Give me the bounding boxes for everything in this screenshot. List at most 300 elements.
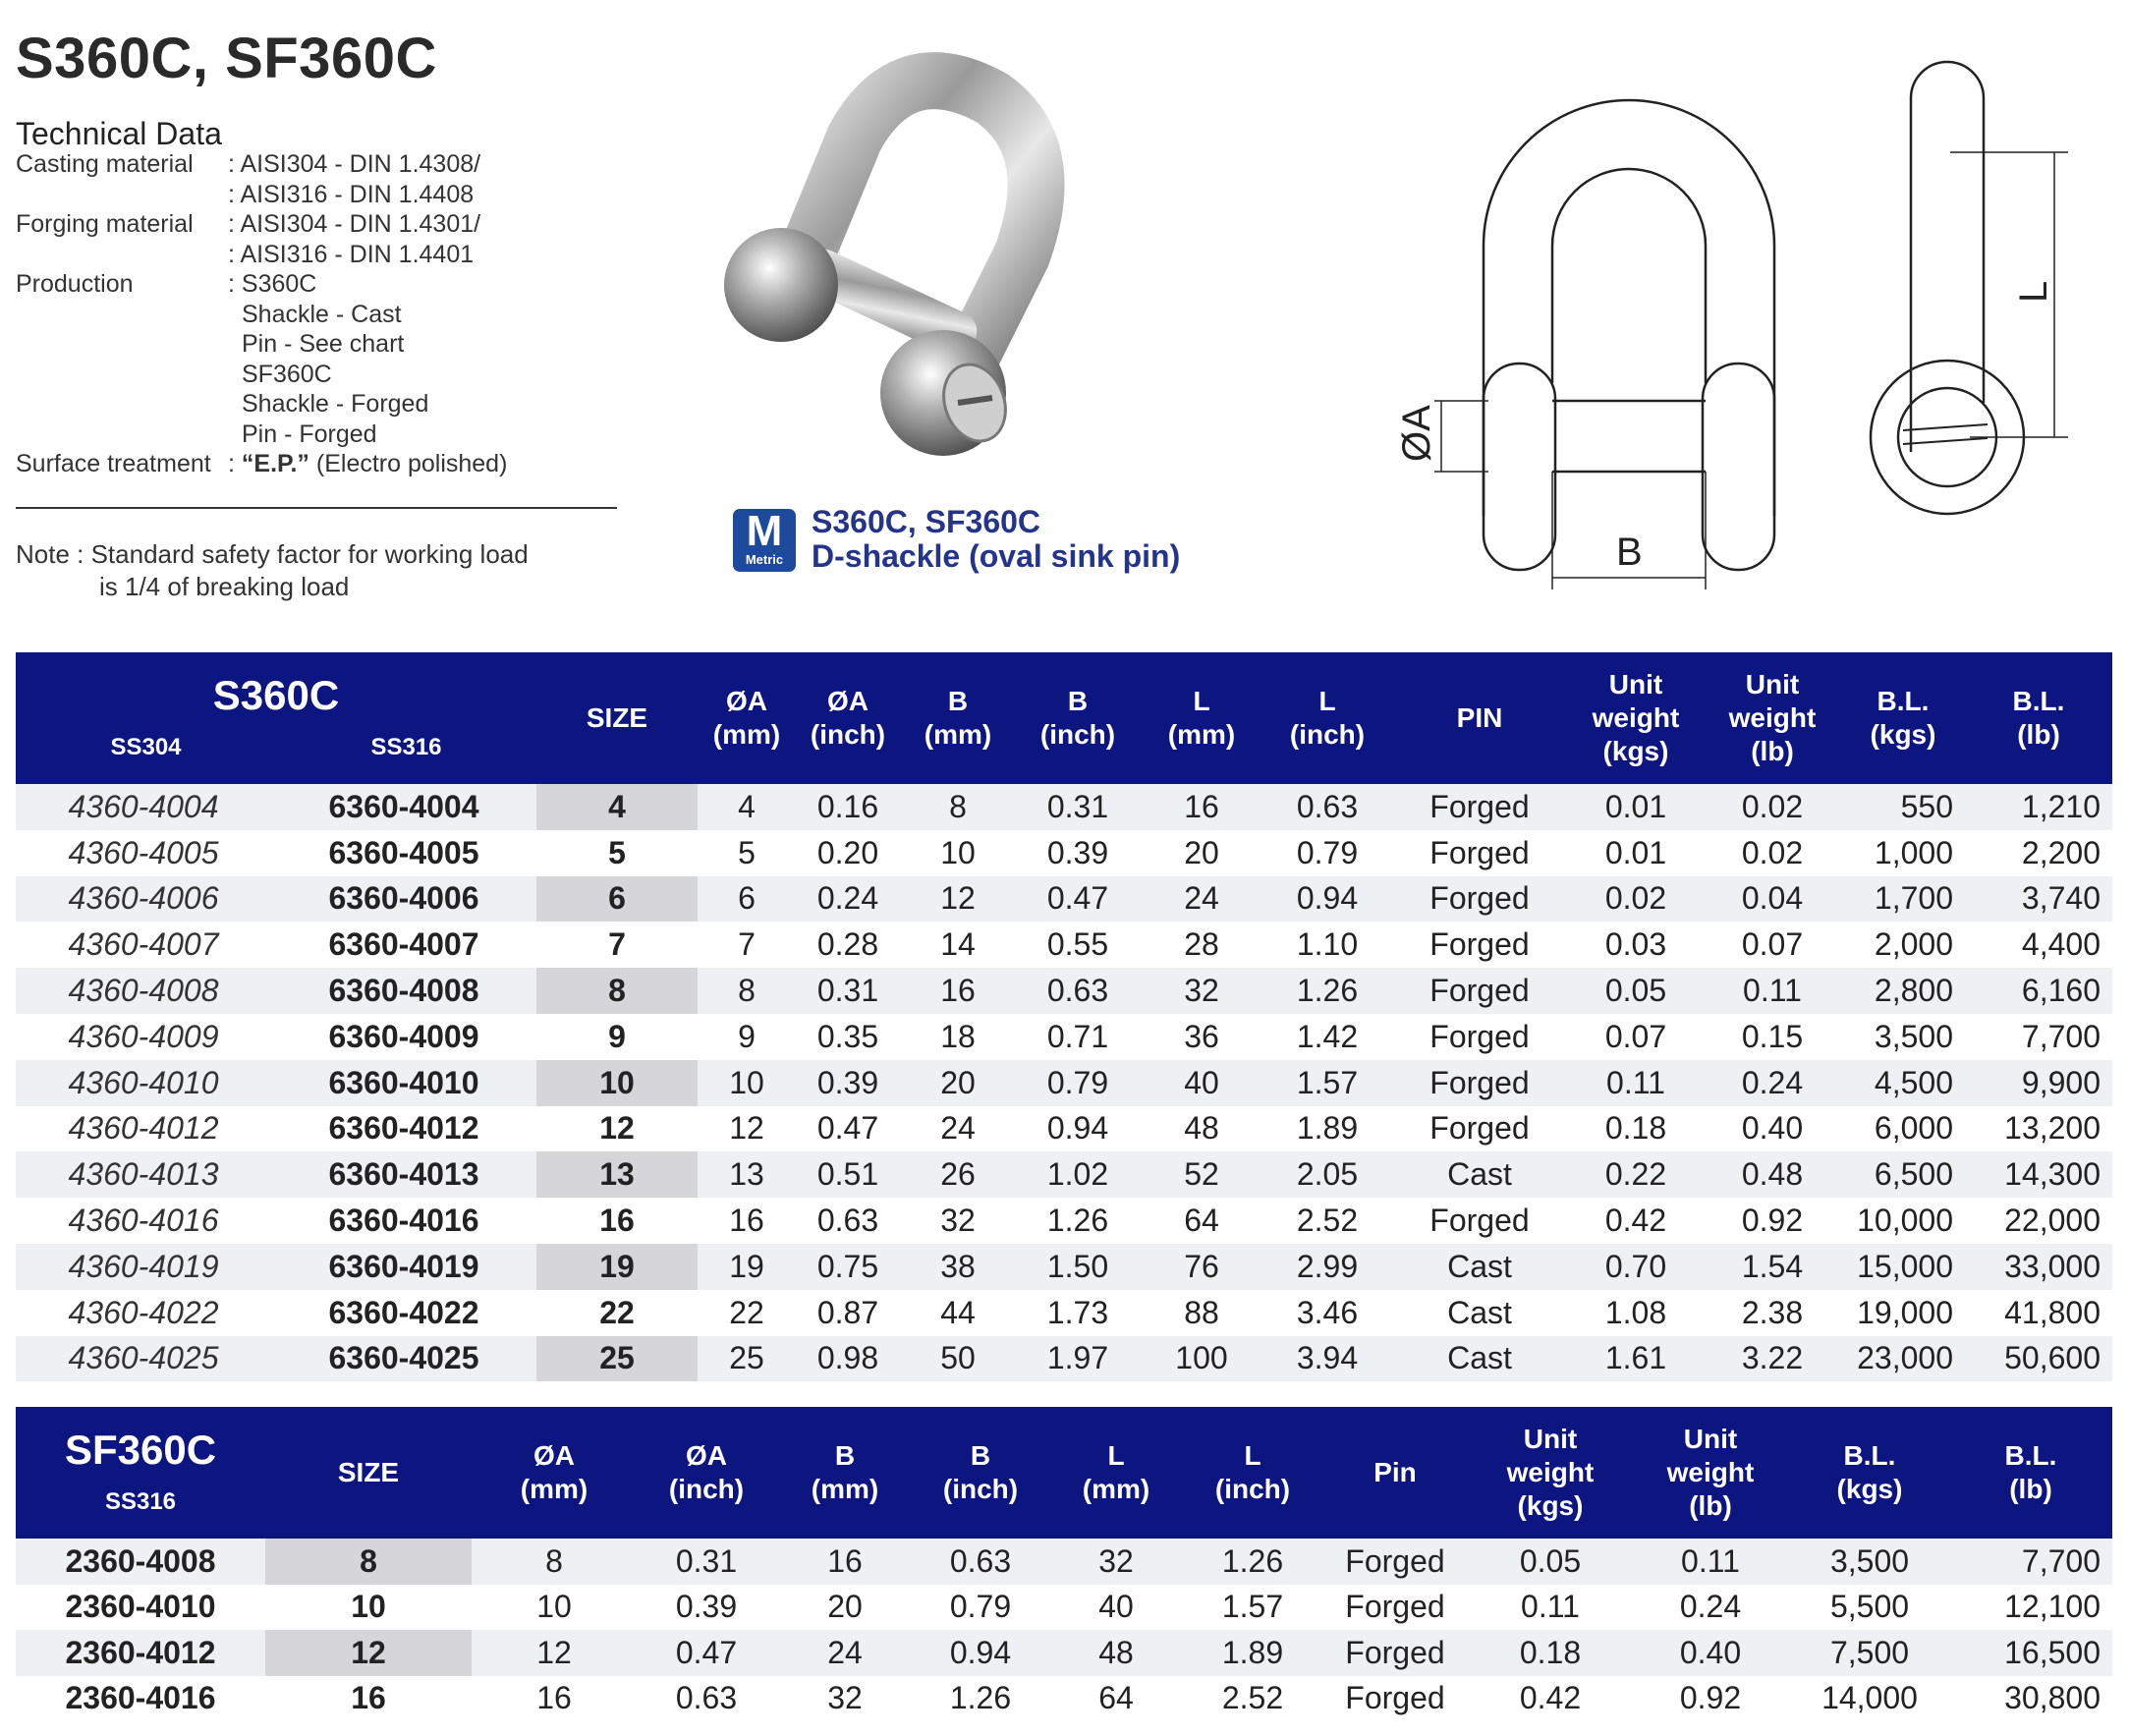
tech-value: : AISI304 - DIN 1.4308/ (228, 150, 481, 178)
table-cell: 2360-4016 (65, 1680, 216, 1716)
note-line-2: is 1/4 of breaking load (99, 572, 350, 601)
table-cell: 19,000 (1857, 1294, 1953, 1330)
tech-row (16, 149, 507, 180)
table-row (16, 1198, 2112, 1244)
tech-value: Pin - See chart (242, 330, 405, 358)
surface-rest: (Electro polished) (308, 450, 508, 477)
table-cell: 10 (940, 834, 976, 870)
table-cell: Forged (1429, 1110, 1530, 1147)
table-cell: 1.26 (1263, 968, 1391, 1014)
table-cell: 0.11 (1631, 1539, 1790, 1585)
group-sub-ss316: SS316 (370, 734, 442, 760)
tech-label: Forging material (16, 210, 194, 238)
table-cell: 6360-4007 (328, 926, 479, 963)
table-cell: 0.63 (1263, 784, 1391, 830)
table-cell: 52 (1140, 1151, 1263, 1198)
table-cell: 6360-4022 (328, 1294, 479, 1330)
table-cell: 0.63 (914, 1539, 1047, 1585)
table-cell: 0.02 (1568, 876, 1704, 923)
table-cell: Forged (1391, 968, 1568, 1014)
table-cell: 8 (900, 784, 1016, 830)
table-row (16, 1244, 2112, 1290)
table-cell: 0.40 (1631, 1630, 1790, 1676)
drawing-label-b: B (1616, 531, 1643, 574)
table-row (16, 876, 2112, 923)
table-cell: 6360-4019 (271, 1244, 536, 1290)
table-row (16, 830, 2112, 876)
table-cell: 0.05 (1568, 968, 1704, 1014)
table-cell: Forged (1429, 834, 1530, 870)
table-cell: 4360-4016 (68, 1203, 219, 1239)
table-cell: 3.46 (1296, 1294, 1359, 1330)
table-cell: 6360-4010 (271, 1060, 536, 1106)
table-cell: 1.57 (1221, 1589, 1284, 1625)
table-cell: 0.01 (1604, 834, 1667, 870)
caption-line-1: S360C, SF360C (812, 504, 1041, 539)
table-cell: 22,000 (2004, 1203, 2101, 1239)
table-cell: 9 (536, 1014, 698, 1060)
tech-row (16, 420, 507, 450)
tech-value: : AISI316 - DIN 1.4401 (228, 240, 475, 268)
product-caption (812, 505, 1180, 574)
technical-drawing (1380, 59, 2055, 609)
header-cell: Unit weight (kgs) (1568, 652, 1704, 784)
table-cell: 2.52 (1296, 1203, 1359, 1239)
table-cell: 0.42 (1519, 1680, 1582, 1716)
header-cell: B.L. (kgs) (1790, 1407, 1949, 1539)
table-cell: 0.18 (1470, 1630, 1631, 1676)
table-cell: 0.55 (1046, 926, 1109, 963)
table-cell: 4 (536, 784, 698, 830)
table-cell: 6,500 (1841, 1151, 1965, 1198)
table-cell: 1.97 (1016, 1336, 1140, 1382)
table-cell: 40 (1140, 1060, 1263, 1106)
table-cell: 0.03 (1604, 926, 1667, 963)
table-cell: 0.20 (816, 834, 879, 870)
table-cell: 16 (536, 1198, 698, 1244)
table-cell: 1.89 (1296, 1110, 1359, 1147)
table-cell: 50,600 (1965, 1336, 2112, 1382)
table-cell: 13,200 (2004, 1110, 2101, 1147)
tech-label (16, 240, 228, 270)
table-cell: 16 (729, 1203, 764, 1239)
table-cell: 16 (900, 968, 1016, 1014)
table-cell: 14 (940, 926, 976, 963)
table-cell: 12 (729, 1110, 764, 1147)
table-cell: 0.02 (1741, 834, 1804, 870)
tech-row (16, 180, 507, 210)
table-cell: 0.94 (914, 1630, 1047, 1676)
table-cell: 6 (698, 876, 796, 923)
header-cell: L (inch) (1263, 652, 1391, 784)
table-cell: 3.22 (1704, 1336, 1841, 1382)
table-cell: 22 (536, 1290, 698, 1336)
table-cell: Forged (1391, 1060, 1568, 1106)
table-row (16, 1290, 2112, 1336)
tech-value: : AISI304 - DIN 1.4301/ (228, 210, 481, 238)
tech-label (16, 360, 228, 390)
table-cell: 1.02 (1016, 1151, 1140, 1198)
table-cell: 2.99 (1263, 1244, 1391, 1290)
table-cell: 1.73 (1046, 1294, 1109, 1330)
table-cell: 0.04 (1704, 876, 1841, 923)
table-cell: 6360-4004 (271, 784, 536, 830)
group-header (16, 652, 536, 784)
tech-value: Shackle - Cast (242, 300, 402, 328)
header-cell: Unit weight (lb) (1704, 652, 1841, 784)
sf360c-table (16, 1407, 2112, 1721)
tech-row (16, 360, 507, 390)
table-cell: 16 (1140, 784, 1263, 830)
table-cell: 4360-4022 (68, 1294, 219, 1330)
table-cell: 0.63 (1016, 968, 1140, 1014)
header-cell: Unit weight (lb) (1631, 1407, 1790, 1539)
metric-badge (733, 509, 796, 572)
table-cell: 1.57 (1263, 1060, 1391, 1106)
header-cell: ØA (inch) (796, 652, 900, 784)
table-cell: 4360-4007 (68, 926, 219, 963)
table-cell: Forged (1320, 1539, 1470, 1585)
surface-label: Surface treatment (16, 450, 211, 477)
table-cell: 8 (265, 1539, 472, 1585)
table-cell: 4360-4012 (68, 1110, 219, 1147)
group-header (16, 1407, 265, 1539)
tech-row (16, 269, 507, 300)
product-photo (707, 59, 1238, 501)
table-cell: 18 (940, 1018, 976, 1054)
table-row (16, 1630, 2112, 1676)
table-cell: 1.26 (949, 1680, 1012, 1716)
header-cell: ØA (mm) (698, 652, 796, 784)
page-title: S360C, SF360C (16, 27, 437, 90)
table-cell: 12 (536, 1106, 698, 1152)
table-cell: 16,500 (1949, 1630, 2112, 1676)
table-cell: 6360-4013 (271, 1151, 536, 1198)
table-cell: 20 (1184, 834, 1219, 870)
table-cell: 33,000 (1965, 1244, 2112, 1290)
header-cell: L (inch) (1185, 1407, 1320, 1539)
tech-label: Production (16, 270, 134, 298)
table-cell: 0.98 (796, 1336, 900, 1382)
table-cell: 0.24 (796, 876, 900, 923)
table-cell: Cast (1391, 1151, 1568, 1198)
table-cell: 88 (1184, 1294, 1219, 1330)
table-cell: 0.71 (1046, 1018, 1109, 1054)
table-cell: 10 (536, 1589, 572, 1625)
table-cell: 0.79 (1016, 1060, 1140, 1106)
table-cell: 10 (265, 1585, 472, 1631)
table-cell: 7,700 (1949, 1539, 2112, 1585)
tech-label (16, 300, 228, 330)
table-cell: 0.31 (637, 1539, 776, 1585)
table-cell: 32 (940, 1203, 976, 1239)
table-cell: 3,500 (1790, 1539, 1949, 1585)
table-cell: 64 (1098, 1680, 1134, 1716)
table-cell: 41,800 (2004, 1294, 2101, 1330)
table-cell: 64 (1184, 1203, 1219, 1239)
table-row (16, 922, 2112, 968)
table-cell: 25 (536, 1336, 698, 1382)
table-cell: 2.38 (1741, 1294, 1804, 1330)
table-cell: 0.11 (1521, 1589, 1580, 1625)
header-cell: PIN (1391, 652, 1568, 784)
table-cell: 0.11 (1704, 968, 1841, 1014)
table-cell: 2,200 (2021, 834, 2101, 870)
table-cell: 0.94 (1263, 876, 1391, 923)
table-cell: 1,000 (1874, 834, 1953, 870)
table-cell: 44 (940, 1294, 976, 1330)
table-cell: 1.26 (1046, 1203, 1109, 1239)
table-cell: 0.01 (1568, 784, 1704, 830)
table-cell: 0.24 (1704, 1060, 1841, 1106)
table-cell: 13 (536, 1151, 698, 1198)
table-cell: 7,700 (2021, 1018, 2101, 1054)
table-cell: 48 (1184, 1110, 1219, 1147)
table-row (16, 1676, 2112, 1722)
technical-heading: Technical Data (16, 116, 222, 151)
header-cell: Unit weight (kgs) (1470, 1407, 1631, 1539)
header-cell: B.L. (lb) (1949, 1407, 2112, 1539)
tech-row (16, 240, 507, 270)
table-cell: 0.79 (949, 1589, 1012, 1625)
table-row (16, 1106, 2112, 1152)
group-sub-ss316: SS316 (104, 1488, 177, 1515)
table-row (16, 1336, 2112, 1382)
table-cell: 0.28 (816, 926, 879, 963)
table-cell: 50 (900, 1336, 1016, 1382)
table-cell: 1.61 (1568, 1336, 1704, 1382)
table-cell: 76 (1140, 1244, 1263, 1290)
table-cell: 2360-4010 (65, 1589, 216, 1625)
table-cell: 10,000 (1857, 1203, 1953, 1239)
table-cell: 40 (1098, 1589, 1134, 1625)
table-cell: 0.47 (1016, 876, 1140, 923)
table-cell: 38 (900, 1244, 1016, 1290)
table-cell: 2,000 (1874, 926, 1953, 963)
table-cell: 0.48 (1704, 1151, 1841, 1198)
table-cell: 2.05 (1263, 1151, 1391, 1198)
table-header-row (16, 1407, 2112, 1539)
table-cell: 12 (265, 1630, 472, 1676)
divider (16, 507, 617, 509)
table-row (16, 968, 2112, 1014)
table-cell: 8 (472, 1539, 637, 1585)
table-cell: 0.39 (796, 1060, 900, 1106)
table-cell: 24 (1140, 876, 1263, 923)
table-cell: 0.63 (675, 1680, 738, 1716)
table-cell: 0.24 (1679, 1589, 1742, 1625)
table-cell: 0.75 (796, 1244, 900, 1290)
table-cell: 3.94 (1263, 1336, 1391, 1382)
header-cell: B (inch) (914, 1407, 1047, 1539)
table-cell: 9 (738, 1018, 756, 1054)
tech-label (16, 180, 228, 210)
table-cell: 6360-4012 (328, 1110, 479, 1147)
table-cell: 6 (536, 876, 698, 923)
table-cell: 4360-4005 (68, 834, 219, 870)
table-cell: 6,000 (1874, 1110, 1953, 1147)
technical-data (16, 149, 507, 479)
table-cell: Cast (1447, 1294, 1512, 1330)
table-cell: 0.47 (637, 1630, 776, 1676)
table-cell: Forged (1345, 1680, 1445, 1716)
tech-row-surface (16, 449, 507, 479)
table-cell: 1.89 (1185, 1630, 1320, 1676)
header-cell: B (mm) (776, 1407, 914, 1539)
table-cell: 0.31 (1016, 784, 1140, 830)
table-cell: 6360-4005 (328, 834, 479, 870)
table-cell: 8 (536, 968, 698, 1014)
table-cell: 23,000 (1841, 1336, 1965, 1382)
table-cell: 16 (265, 1676, 472, 1722)
table-cell: 4360-4008 (16, 968, 271, 1014)
table-cell: 0.79 (1296, 834, 1359, 870)
surface-ep: “E.P.” (241, 450, 309, 477)
table-row (16, 784, 2112, 830)
table-cell: 3,500 (1874, 1018, 1953, 1054)
table-cell: 24 (776, 1630, 914, 1676)
table-cell: 1,700 (1841, 876, 1965, 923)
table-cell: 4360-4013 (16, 1151, 271, 1198)
table-cell: 6360-4009 (328, 1018, 479, 1054)
header-cell: ØA (mm) (472, 1407, 637, 1539)
table-cell: 0.70 (1568, 1244, 1704, 1290)
table-cell: 6360-4008 (271, 968, 536, 1014)
table-cell: 0.39 (675, 1589, 738, 1625)
header-cell: B.L. (lb) (1965, 652, 2112, 784)
table-cell: 0.05 (1470, 1539, 1631, 1585)
group-sub-ss304: SS304 (110, 734, 182, 760)
note (16, 538, 529, 603)
table-cell: 2360-4008 (16, 1539, 265, 1585)
table-cell: 14,000 (1821, 1680, 1918, 1716)
header-cell: B (inch) (1016, 652, 1140, 784)
tech-label (16, 389, 228, 420)
table-cell: 25 (698, 1336, 796, 1382)
table-cell: 4,400 (2021, 926, 2101, 963)
table-header-row (16, 652, 2112, 784)
table-cell: 16 (536, 1680, 572, 1716)
header-cell: L (mm) (1140, 652, 1263, 784)
tech-row (16, 300, 507, 330)
table-cell: 36 (1184, 1018, 1219, 1054)
table-row (16, 1539, 2112, 1585)
table-cell: 26 (900, 1151, 1016, 1198)
table-cell: 0.47 (816, 1110, 879, 1147)
table-cell: Forged (1429, 1018, 1530, 1054)
table-cell: 0.94 (1046, 1110, 1109, 1147)
s360c-table (16, 652, 2112, 1381)
tech-value: SF360C (242, 360, 332, 388)
table-cell: 12,100 (2004, 1589, 2101, 1625)
table-cell: 1.26 (1185, 1539, 1320, 1585)
table-cell: Forged (1391, 876, 1568, 923)
tech-label (16, 420, 228, 450)
table-cell: 30,800 (2004, 1680, 2101, 1716)
table-cell: 1.42 (1296, 1018, 1359, 1054)
table-cell: 0.16 (796, 784, 900, 830)
table-cell: 0.42 (1604, 1203, 1667, 1239)
table-cell: 4360-4019 (16, 1244, 271, 1290)
note-line-1: Note : Standard safety factor for working load (16, 539, 529, 569)
table-cell: 0.22 (1568, 1151, 1704, 1198)
header-cell: Pin (1320, 1407, 1470, 1539)
table-cell: 0.07 (1741, 926, 1804, 963)
surface-prefix: : (228, 450, 242, 477)
header-cell: B (mm) (900, 652, 1016, 784)
table-cell: 10 (698, 1060, 796, 1106)
table-cell: 5,500 (1829, 1589, 1910, 1625)
table-cell: 6,160 (1965, 968, 2112, 1014)
table-cell: 2360-4012 (16, 1630, 265, 1676)
table-cell: 0.15 (1741, 1018, 1804, 1054)
table-cell: 6360-4016 (328, 1203, 479, 1239)
table-cell: 100 (1140, 1336, 1263, 1382)
table-cell: Forged (1345, 1589, 1445, 1625)
header-cell: SIZE (265, 1407, 472, 1539)
table-cell: 6360-4025 (271, 1336, 536, 1382)
table-cell: 19 (536, 1244, 698, 1290)
tech-value: Shackle - Forged (242, 390, 429, 418)
table-cell: 12 (472, 1630, 637, 1676)
table-cell: 4360-4006 (16, 876, 271, 923)
table-cell: 4,500 (1841, 1060, 1965, 1106)
drawing-label-a: ØA (1395, 405, 1438, 462)
table-row (16, 1060, 2112, 1106)
table-cell: 22 (729, 1294, 764, 1330)
table-cell: 9,900 (1965, 1060, 2112, 1106)
table-cell: 5 (738, 834, 756, 870)
table-row (16, 1151, 2112, 1198)
table-cell: 12 (900, 876, 1016, 923)
group-title: SF360C (64, 1427, 217, 1473)
table-cell: 2,800 (1841, 968, 1965, 1014)
table-cell: 0.40 (1741, 1110, 1804, 1147)
tech-row (16, 329, 507, 360)
table-cell: 550 (1841, 784, 1965, 830)
table-cell: 6360-4006 (271, 876, 536, 923)
table-cell: 20 (900, 1060, 1016, 1106)
table-cell: 7 (738, 926, 756, 963)
table-cell: 7 (536, 922, 698, 968)
table-cell: 16 (776, 1539, 914, 1585)
table-cell: 10 (536, 1060, 698, 1106)
table-cell: 0.07 (1604, 1018, 1667, 1054)
metric-badge-letter: M (746, 507, 783, 555)
table-cell: 1.50 (1016, 1244, 1140, 1290)
drawing-label-l: L (2012, 280, 2055, 303)
tech-value: : AISI316 - DIN 1.4408 (228, 180, 475, 208)
table-cell: 4360-4010 (16, 1060, 271, 1106)
table-cell: 13 (698, 1151, 796, 1198)
table-cell: 5 (536, 830, 698, 876)
table-cell: 24 (940, 1110, 976, 1147)
table-cell: 15,000 (1841, 1244, 1965, 1290)
table-cell: 1,210 (1965, 784, 2112, 830)
table-cell: 8 (698, 968, 796, 1014)
table-cell: 0.51 (796, 1151, 900, 1198)
table-cell: 3,740 (1965, 876, 2112, 923)
table-cell: 19 (698, 1244, 796, 1290)
header-cell: L (mm) (1047, 1407, 1185, 1539)
header-cell: B.L. (kgs) (1841, 652, 1965, 784)
table-cell: 32 (827, 1680, 863, 1716)
table-cell: 0.11 (1568, 1060, 1704, 1106)
tech-value: Pin - Forged (242, 420, 377, 448)
table-cell: 2.52 (1221, 1680, 1284, 1716)
tech-label: Casting material (16, 150, 194, 178)
table-row (16, 1585, 2112, 1631)
